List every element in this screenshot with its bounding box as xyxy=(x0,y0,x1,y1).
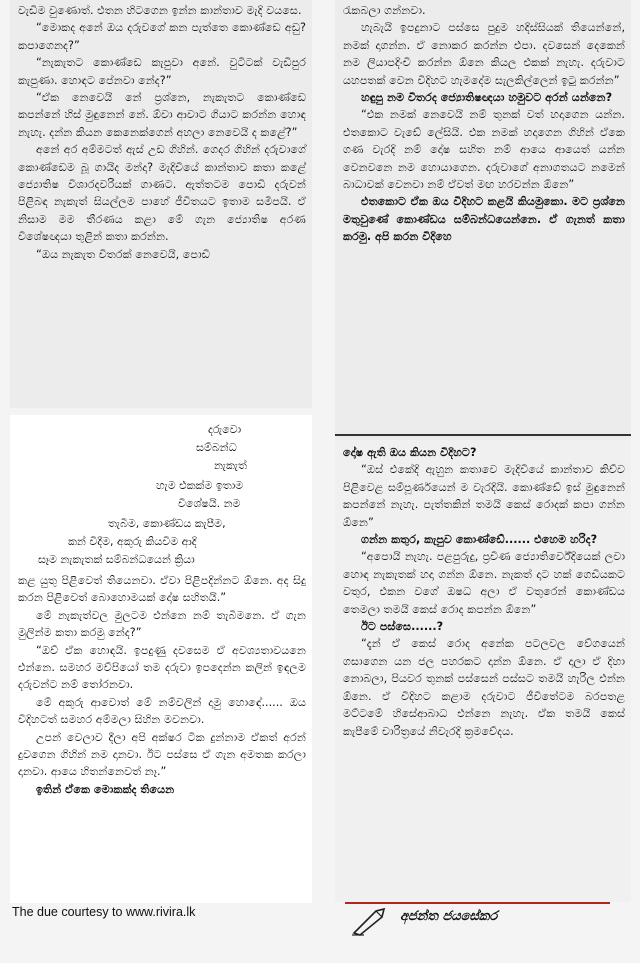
pull-quote-line: තැබීම, කොණ්ඩය කැපීම, xyxy=(108,517,226,530)
right-column-top xyxy=(335,0,631,440)
paragraph: “ඔය නැකැත විතරක් නෙවෙයි, පොඩි xyxy=(36,247,210,261)
paragraph: මේ නැකැත්වල මුලටම එන්නෙ නම් තැබීමනෙ. ඒ ගැන මුලින්ම කතා කරමු නේද?” xyxy=(18,608,306,640)
paragraph: උපන් වෙලාව දීලා අපි අක්ෂර ටික දුන්නාම ඒකත් අරන් දුවගෙන ගිහින් නම දානවා. ඊට පස්සෙ ඒ ගැන අමතක කරලා දානවා. ආයෙ හිතන්නෙවත් නෑ.” xyxy=(18,730,306,779)
paragraph: “නැකැතට කොණ්ඩෙ කැපුවා අනේ. වුටිටක් වැඩිපුර කැපුණා. හොඳට පේනවා නේද?” xyxy=(18,56,306,87)
pull-quote-line: කන් විදීම, අකුරු කියවීම ආදි xyxy=(68,535,197,548)
pull-quote-line: සම්බන්ධ xyxy=(196,441,237,454)
paragraph: මේ අකුරු ආවොත් මේ නම්වලින් දාමු හොඳේ...... ඔය විදිහටත් සමහර අම්මලා සිහින මවනවා. xyxy=(18,695,306,727)
pull-quote xyxy=(18,415,306,630)
pull-quote-line: හැම එකක්ම ඉතාම xyxy=(156,479,244,492)
question: එතකොට ඒක ඔය විදිහට කළයි කියමුකො. මට ප්‍රශ්නෙ මතුවුණේ කොණ්ඩය සම්බන්ධයෙන්නෙ. ඒ ගැනත් කතා කරමු. අපි කරන විදිහෙ xyxy=(343,195,625,244)
column-divider xyxy=(335,434,631,436)
pull-quote-line: නැකැත් xyxy=(214,459,247,472)
question: ඊට පස්සෙ......? xyxy=(361,620,444,634)
left-column-bottom xyxy=(10,415,312,903)
question: ගන්න කතුර, කැපුව කොණ්ඩේ...... එහෙම හරිද? xyxy=(361,533,598,547)
source-credit: The due courtesy to www.rivira.lk xyxy=(12,905,196,919)
paragraph: “ඔස් එකේදි ඇහුන කතාවෙ මැදිවියේ කාන්තාව කිව්ව පිළිවෙළ සම්පූර්ණයෙන් ම වැරදියි. කොණ්ඩේ ඉස් මුඳුනෙන් කපන්නේ නැහැ. පැත්තකින් තමයි කෙස් රොදක් කපා ගන්න ඕනෙ” xyxy=(343,463,625,529)
author-signature: අජන්ත ජයසේකර xyxy=(400,909,498,924)
paragraph: “දැන් ඒ කෙස් රොද අනේක පටලවල වේගයෙන් ගසාගෙන යන ජල පහරකට දාන්න ඕනෙ. ඒ දාලා ඒ දිහා නොබලා, පියවර තුනක් පස්සෙන් පස්සට තමයි හැරිල එන්න ඕනෙ. ඒ විදිහට කළාම දරුවාට ජීවිතේටම බරපතළ මට්ටමේ හිසේආබාධ එන්නෙ නැහැ. ඒක තමයි කෙස් කැපීමේ චාරිත්‍රයේ නිවැරදි ක්‍රමවේදය. xyxy=(343,637,625,738)
pen-nib-icon xyxy=(350,905,392,937)
paragraph: හැබැයි ඉපදුනාට පස්සෙ පුදුම හදිස්සියක් තියෙන්නේ, නමක් දාගන්න. ඒ නොකර කරන්න එපා. දවසෙන් දෙකෙන් නම ලියාපදිංචි කරන්න ඕනෙ කියල එකක් නැහැ. දරුවාට යහපතක් වෙන විදිහට හැමදේම සැලකිල්ලෙන් ඉටු කරන්න” xyxy=(343,21,625,87)
paragraph: “එක නමක් නෙවෙයි නම් තුනක් වත් හදාගෙන යන්න. එතකොට වැඩේ ලේසියි. එක නමක් හදාගෙන ගිහින් ඒකෙ ගණ වැරදි නම් දෝෂ සහිත නම් ආයෙ ආයෙත් යන්න වෙනවනෙ නම හොයාගෙන. දරුවාගේ අනාගතයට නමෙන් බාධාවක් වෙනවා නම් ඒවත් මඟ හරවන්න ඕනෙ” xyxy=(343,108,625,192)
pull-quote-line: දරුවො xyxy=(208,423,242,436)
question: හඳුපු නම විතරද ජ්‍යොතිෂඥයා හමුවට අරන් යන්නෙ? xyxy=(361,91,613,105)
paragraph: “මොකද අනේ ඔය දරුවගේ කන පැත්තෙ කොණ්ඩෙ අඩු? කපාගෙනද?” xyxy=(18,21,306,52)
paragraph: රැකබලා ගන්නවා. xyxy=(343,4,426,17)
question: ඉතින් ඒකෙ මොකක්ද තියෙන xyxy=(36,782,175,796)
paragraph: “අපොයි නැහැ. පළපුරුදු, ප්‍රවීණ ජ්‍යොතිර්වේදියෙක් ලවා හොඳ නැකැතක් හදා ගන්න ඕනෙ. නැකත් දාට හක් ගෙඩියකට වතුර, එකන වගේ ඔෂධ අලා ඒ වතුරෙන් කොණ්ඩය තෙමලා තමයි කෙස් රොද කපන්න ඕනෙ” xyxy=(343,550,625,616)
paragraph: “ඔව් ඒක හොඳයි. ඉපදුණු දවසෙම ඒ අවශ්‍යතාවයනෙ එන්නෙ. සමහර මව්පියෝ තම දරුවා ඉපදෙන්න කලින් ඉඳලම දරුවන්ට නම් තෝරනවා. xyxy=(18,643,306,692)
pull-quote-line: විශේෂයි. නම xyxy=(178,497,241,510)
pull-quote-line: සෑම නැකැතක් සම්බන්ධයෙන් ක්‍රියා xyxy=(38,553,195,566)
question: දෝෂ ඇති ඔය කියන විදිහට? xyxy=(343,446,477,459)
signature-rule xyxy=(345,902,610,904)
paragraph: “ඒක නෙවෙයි නේ ප්‍රශ්නෙ, නැකැතට කොණ්ඩෙ කපන්නේ හිස් මුඳුනෙන් නේ. ඕවා ආවාට ගියාට කරන්න හොඳ නැහැ. දන්න කියන කෙනෙක්ගෙන් අහලා නෙවෙයි ද කළේ?” xyxy=(18,91,306,139)
paragraph: වැඩිම වුණොත්. එතන හිටගෙන ඉන්න කාන්තාව මැදි වයසෙ. xyxy=(18,4,302,17)
paragraph: කළ යුතු පිළිවෙත් තියෙනවා. ඒවා පිළිපදින්නට ඕනෙ. අද සිදු කරන පිළිවෙත් බොහොමයක් දෝෂ සහිතයි.” xyxy=(18,574,306,605)
left-column-top xyxy=(10,0,312,408)
paragraph: අනේ අර අම්මටත් ඇස් උඩ ගිහින්. ගෙදර ගිහින් දරුවාගේ කොණ්ඩෙම බූ ගායිද මන්දා? මැදිවියේ කාන්තාව කතා කළේ ජ්‍යොතිෂ විශාරදවරියක් ගාණට. ඇත්තටම පොඩි දරුවන් පිළිබඳ නැකැත් සියල්ලම පාහේ ජීවිතයට ඉතාම සමීපයි. ඒ නිසාම මම තීරණය කළා මේ ගැන ජ්‍යොතිෂ අරණ විශේෂඥයා තුළින් කතා කරන්න. xyxy=(18,143,306,244)
right-column-bottom xyxy=(335,440,631,902)
